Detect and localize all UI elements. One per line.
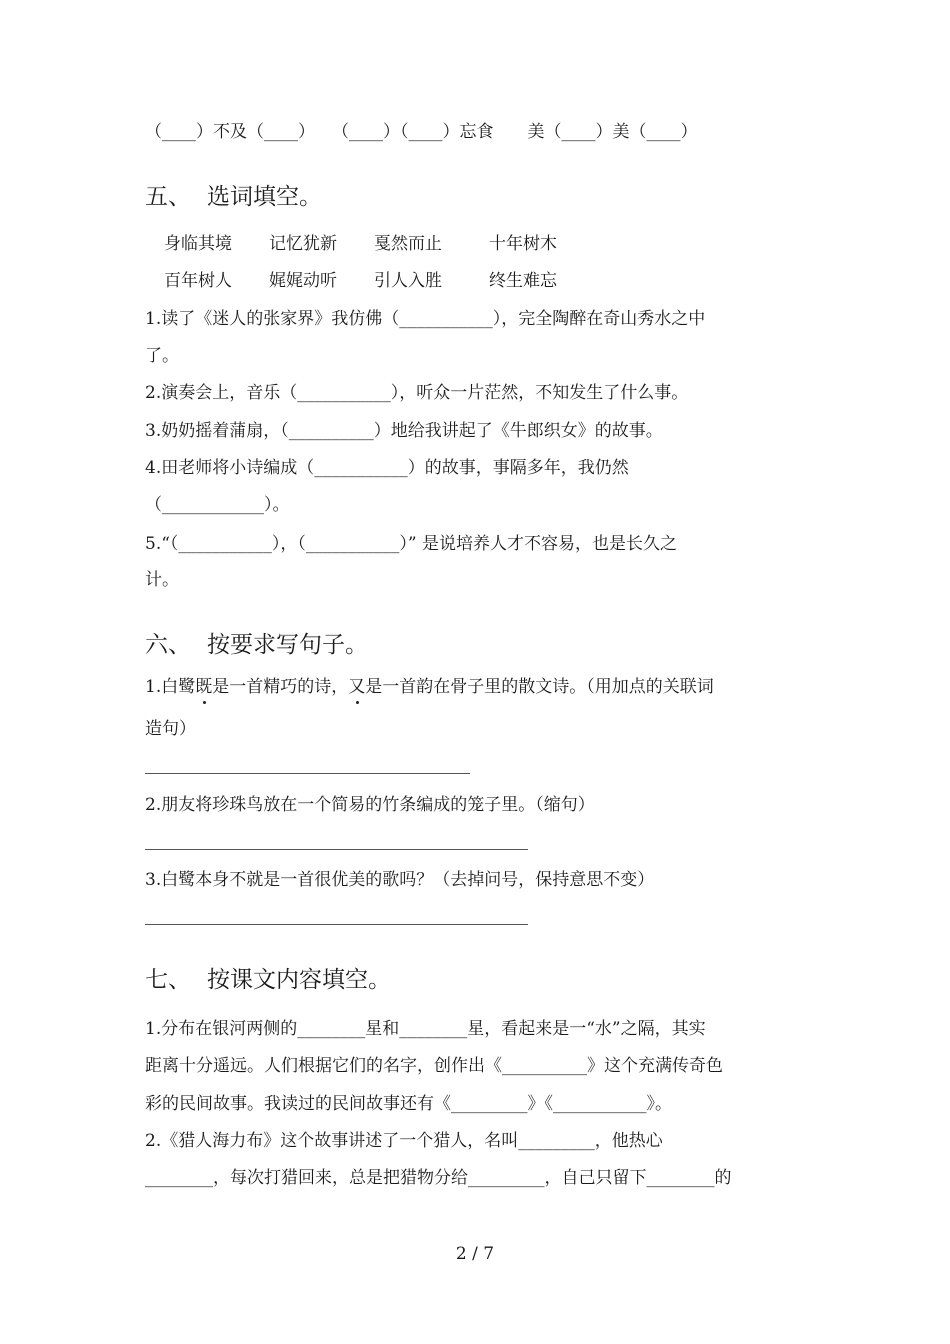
answer-line[interactable] bbox=[145, 773, 470, 774]
idiom-fill-line: （____）不及（____） （____）（____）忘食 美（____）美（____） bbox=[145, 122, 698, 142]
section-7-heading bbox=[145, 965, 391, 995]
question-6-2: 2.朋友将珍珠鸟放在一个简易的竹条编成的笼子里。（缩句） bbox=[145, 795, 595, 815]
word-option: 娓娓动听 bbox=[269, 271, 337, 291]
word-option: 十年树木 bbox=[489, 234, 557, 254]
section-number: 七、 bbox=[145, 967, 191, 993]
question-5-2: 2.演奏会上，音乐（___________），听众一片茫然，不知发生了什么事。 bbox=[145, 383, 689, 403]
question-5-3: 3.奶奶摇着蒲扇，（__________）地给我讲起了《牛郎织女》的故事。 bbox=[145, 421, 663, 441]
question-5-4-cont: （____________）。 bbox=[145, 495, 290, 515]
question-5-1: 1.读了《迷人的张家界》我仿佛（___________），完全陶醉在奇山秀水之中 bbox=[145, 309, 706, 329]
question-7-1-cont: 彩的民间故事。我读过的民间故事还有《_________》《___________》。 bbox=[145, 1094, 672, 1114]
question-7-1: 1.分布在银河两侧的________星和________星，看起来是一“水”之隔，其实 bbox=[145, 1019, 706, 1039]
word-option: 戛然而止 bbox=[374, 234, 442, 254]
emphasis-dot-char: 又 bbox=[348, 677, 366, 697]
word-option: 终生难忘 bbox=[489, 271, 557, 291]
question-6-1-cont: 造句） bbox=[145, 719, 196, 739]
text-segment: 是一首精巧的诗， bbox=[212, 677, 349, 697]
section-title: 选词填空。 bbox=[207, 184, 322, 210]
word-option: 记忆犹新 bbox=[269, 234, 337, 254]
question-5-1-cont: 了。 bbox=[145, 346, 179, 366]
question-5-5-cont: 计。 bbox=[145, 570, 179, 590]
emphasis-dot-char: 既 bbox=[195, 677, 213, 697]
section-number: 六、 bbox=[145, 632, 191, 658]
question-7-2: 2.《猎人海力布》这个故事讲述了一个猎人，名叫_________，他热心 bbox=[145, 1131, 663, 1151]
section-number: 五、 bbox=[145, 184, 191, 210]
section-title: 按要求写句子。 bbox=[207, 632, 368, 658]
word-option: 身临其境 bbox=[164, 234, 232, 254]
question-7-2-cont: ________，每次打猎回来，总是把猎物分给_________，自己只留下________的 bbox=[145, 1168, 732, 1188]
question-5-4: 4.田老师将小诗编成（___________）的故事，事隔多年，我仍然 bbox=[145, 458, 629, 478]
page-number: 2 / 7 bbox=[455, 1244, 495, 1264]
word-option: 百年树人 bbox=[164, 271, 232, 291]
section-6-heading bbox=[145, 630, 368, 660]
question-6-3: 3.白鹭本身不就是一首很优美的歌吗？（去掉问号，保持意思不变） bbox=[145, 870, 655, 890]
question-5-5: 5.“（___________），（___________）” 是说培养人才不容易，也是长久之 bbox=[145, 534, 678, 554]
text-segment: 1.白鹭 bbox=[145, 677, 196, 697]
text-segment: 是一首韵在骨子里的散文诗。（用加点的关联词 bbox=[365, 677, 714, 697]
question-6-1 bbox=[145, 676, 714, 698]
section-title: 按课文内容填空。 bbox=[207, 967, 391, 993]
answer-line[interactable] bbox=[145, 924, 528, 925]
word-option: 引人入胜 bbox=[374, 271, 442, 291]
section-5-heading bbox=[145, 182, 322, 212]
question-7-1-cont: 距离十分遥远。人们根据它们的名字，创作出《__________》这个充满传奇色 bbox=[145, 1056, 723, 1076]
answer-line[interactable] bbox=[145, 849, 528, 850]
